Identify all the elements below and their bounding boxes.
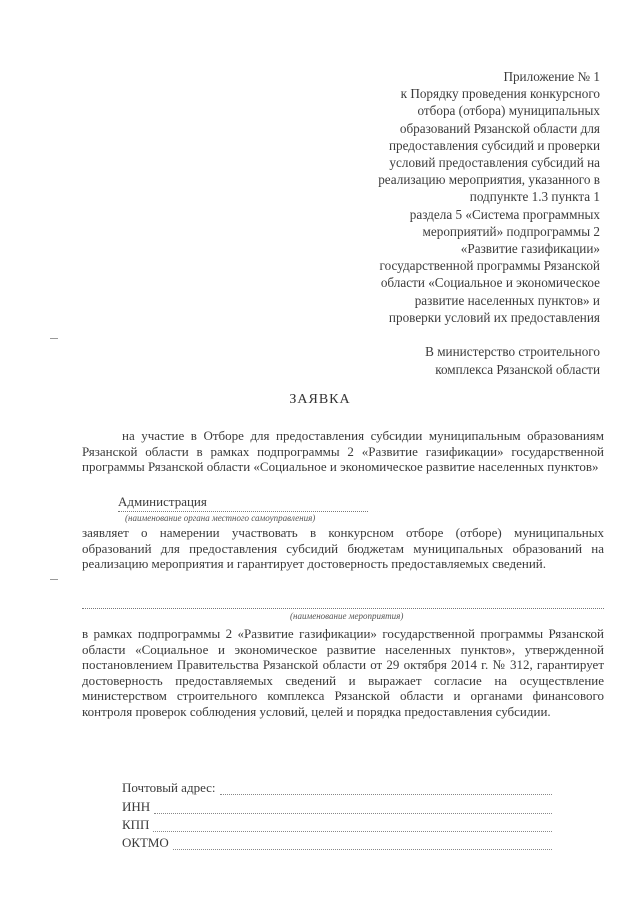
intro-paragraph: на участие в Отборе для предоставления субсидии муниципальным образованиям Рязанской области в рамках подпрограммы 2 «Развитие газификации» государственной программы Рязанской области «Социальное и экономическое развитие населенных пунктов» <box>82 428 604 475</box>
oktmo-field <box>122 835 552 850</box>
event-name-line <box>82 608 604 609</box>
appendix-line: мероприятий» подпрограммы 2 <box>422 223 600 239</box>
kpp-blank <box>153 820 552 832</box>
event-caption: (наименование мероприятия) <box>290 611 404 621</box>
administration-caption: (наименование органа местного самоуправления) <box>125 513 316 523</box>
addressee-block <box>340 343 600 378</box>
oktmo-blank <box>173 838 552 850</box>
appendix-line: области «Социальное и экономическое <box>380 275 600 291</box>
appendix-line: раздела 5 «Система программных <box>409 206 600 222</box>
appendix-line: подпункте 1.3 пункта 1 <box>469 189 600 205</box>
appendix-line: отбора (отбора) муниципальных <box>417 103 600 119</box>
appendix-header <box>340 68 600 326</box>
appendix-line: «Развитие газификации» <box>460 241 600 257</box>
closing-paragraph: в рамках подпрограммы 2 «Развитие газификации» государственной программы Рязанской области «Социальное и экономическое развитие населенных пунктов», утвержденной постановлением Правительства Рязанской области от 29 октября 2014 г. № 312, гарантирует достоверность предоставляемых сведений и выражает согласие на осуществление министерством строительного комплекса Рязанской области и органами финансового контроля проверок соблюдения условий, целей и порядка предоставления субсидии. <box>82 626 604 719</box>
postal-address-label: Почтовый адрес: <box>122 780 216 795</box>
inn-blank <box>154 802 552 814</box>
postal-address-field <box>122 780 552 795</box>
appendix-line: предоставления субсидий и проверки <box>388 137 600 153</box>
appendix-line: Приложение № 1 <box>503 69 600 84</box>
appendix-line: условий предоставления субсидий на <box>389 155 600 171</box>
inn-label: ИНН <box>122 799 151 814</box>
scan-margin-mark <box>50 579 58 580</box>
document-title: ЗАЯВКА <box>289 392 351 407</box>
scan-margin-mark <box>50 338 58 339</box>
kpp-label: КПП <box>122 817 150 832</box>
administration-underline <box>118 511 368 512</box>
administration-label: Администрация <box>118 494 207 509</box>
addressee-line: В министерство строительного <box>425 344 600 359</box>
appendix-line: к Порядку проведения конкурсного <box>400 86 600 102</box>
inn-field <box>122 799 552 814</box>
appendix-line: реализацию мероприятия, указанного в <box>378 172 600 188</box>
kpp-field <box>122 817 552 832</box>
postal-address-blank <box>220 783 552 795</box>
appendix-line: государственной программы Рязанской <box>379 258 600 274</box>
declaration-paragraph: заявляет о намерении участвовать в конкурсном отборе (отборе) муниципальных образований для предоставления субсидий бюджетам муниципальных образований на реализацию мероприятия и гарантирует достоверность предоставляемых сведений. <box>82 525 604 572</box>
appendix-line: проверки условий их предоставления <box>388 309 600 325</box>
appendix-line: образований Рязанской области для <box>399 120 600 136</box>
appendix-line: развитие населенных пунктов» и <box>414 292 600 308</box>
oktmo-label: ОКТМО <box>122 835 169 850</box>
addressee-line: комплекса Рязанской области <box>435 361 600 377</box>
